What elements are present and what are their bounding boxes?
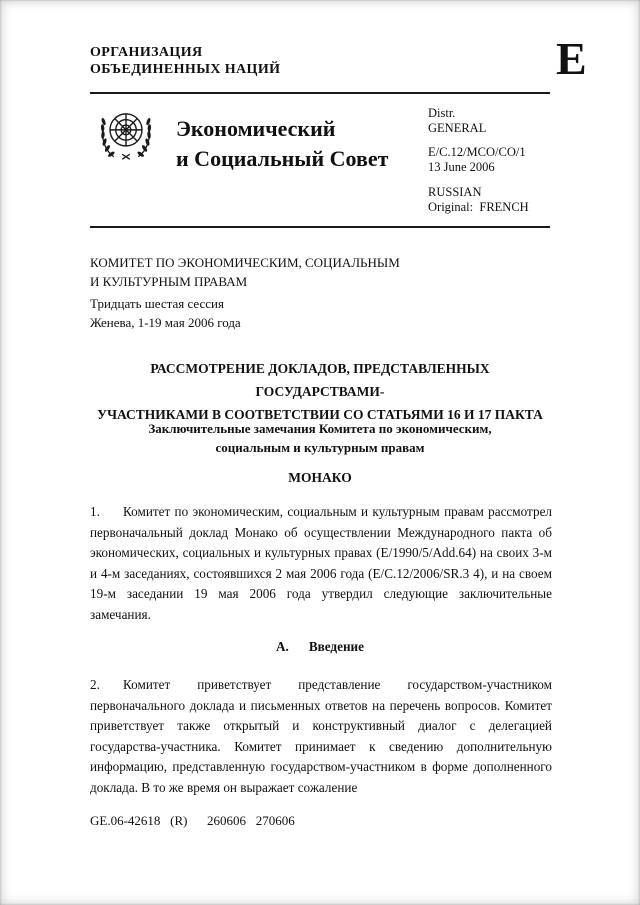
paragraph-1-number: 1. [90, 504, 100, 519]
document-symbol: E/C.12/MCO/CO/1 [428, 145, 526, 159]
council-title-line1: Экономический [176, 116, 336, 141]
un-org-name [90, 44, 280, 78]
document-title-line1: РАССМОТРЕНИЕ ДОКЛАДОВ, ПРЕДСТАВЛЕННЫХ ГОСУДАРСТВАМИ- [150, 361, 490, 399]
distr-label: Distr. [428, 106, 456, 120]
committee-block [90, 254, 400, 332]
council-title-line2: и Социальный Совет [176, 146, 389, 171]
section-a-letter: A. [276, 639, 289, 654]
header-divider [90, 92, 550, 94]
original-language: Original: FRENCH [428, 199, 529, 214]
country-heading: МОНАКО [288, 470, 352, 485]
document-title-line2: УЧАСТНИКАМИ В СООТВЕТСТВИИ СО СТАТЬЯМИ 16 И 17 ПАКТА [97, 407, 543, 422]
document-subtitle-line1: Заключительные замечания Комитета по экономическим, [148, 421, 492, 436]
masthead-divider [90, 226, 550, 228]
committee-name-line1: КОМИТЕТ ПО ЭКОНОМИЧЕСКИМ, СОЦИАЛЬНЫМ [90, 255, 400, 270]
committee-name-line2: И КУЛЬТУРНЫМ ПРАВАМ [90, 273, 248, 289]
paragraph-2 [90, 675, 552, 799]
un-org-name-line2: ОБЪЕДИНЕННЫХ НАЦИЙ [90, 62, 281, 77]
session-venue: Женева, 1-19 мая 2006 года [90, 314, 241, 330]
paragraph-2-text: Комитет приветствует представление государством-участником первоначального доклада и письменных ответов на перечень вопросов. Комитет приветствует также открытый и конструктивный диалог с делегацией государства-участника. Комитет принимает к сведению дополнительную информацию, представленную государством-участником в форме дополненного доклада. В то же время он выражает сожаление [90, 677, 552, 795]
paragraph-1-text: Комитет по экономическим, социальным и культурным правам рассмотрел первоначальный доклад Монако об осуществлении Международного пакта об экономических, социальных и культурных правах (E/1990/5/Add.64) на своих 3-м и 4-м заседаниях, состоявшихся 2 мая 2006 года (E/C.12/2006/SR.3 4), и на своем 19-м заседании 19 мая 2006 года утвердил следующие заключительные замечания. [90, 504, 552, 622]
distribution-block [428, 106, 529, 214]
un-emblem-icon [94, 100, 158, 170]
document-date: 13 June 2006 [428, 159, 495, 174]
document-subtitle-line2: социальным и культурным правам [215, 440, 425, 455]
document-title [90, 357, 550, 426]
session-number: Тридцать шестая сессия [90, 296, 224, 311]
section-a-heading [90, 639, 550, 655]
un-org-name-line1: ОРГАНИЗАЦИЯ [90, 45, 203, 60]
council-title [176, 114, 388, 174]
section-a-title: Введение [308, 639, 364, 654]
document-language: RUSSIAN [428, 185, 482, 199]
paragraph-1 [90, 502, 552, 626]
document-series-letter: E [556, 33, 587, 84]
document-footer-reference: GE.06-42618 (R) 260606 270606 [90, 813, 295, 828]
document-subtitle [90, 419, 550, 457]
distr-value: GENERAL [428, 120, 487, 135]
paragraph-2-number: 2. [90, 677, 100, 692]
